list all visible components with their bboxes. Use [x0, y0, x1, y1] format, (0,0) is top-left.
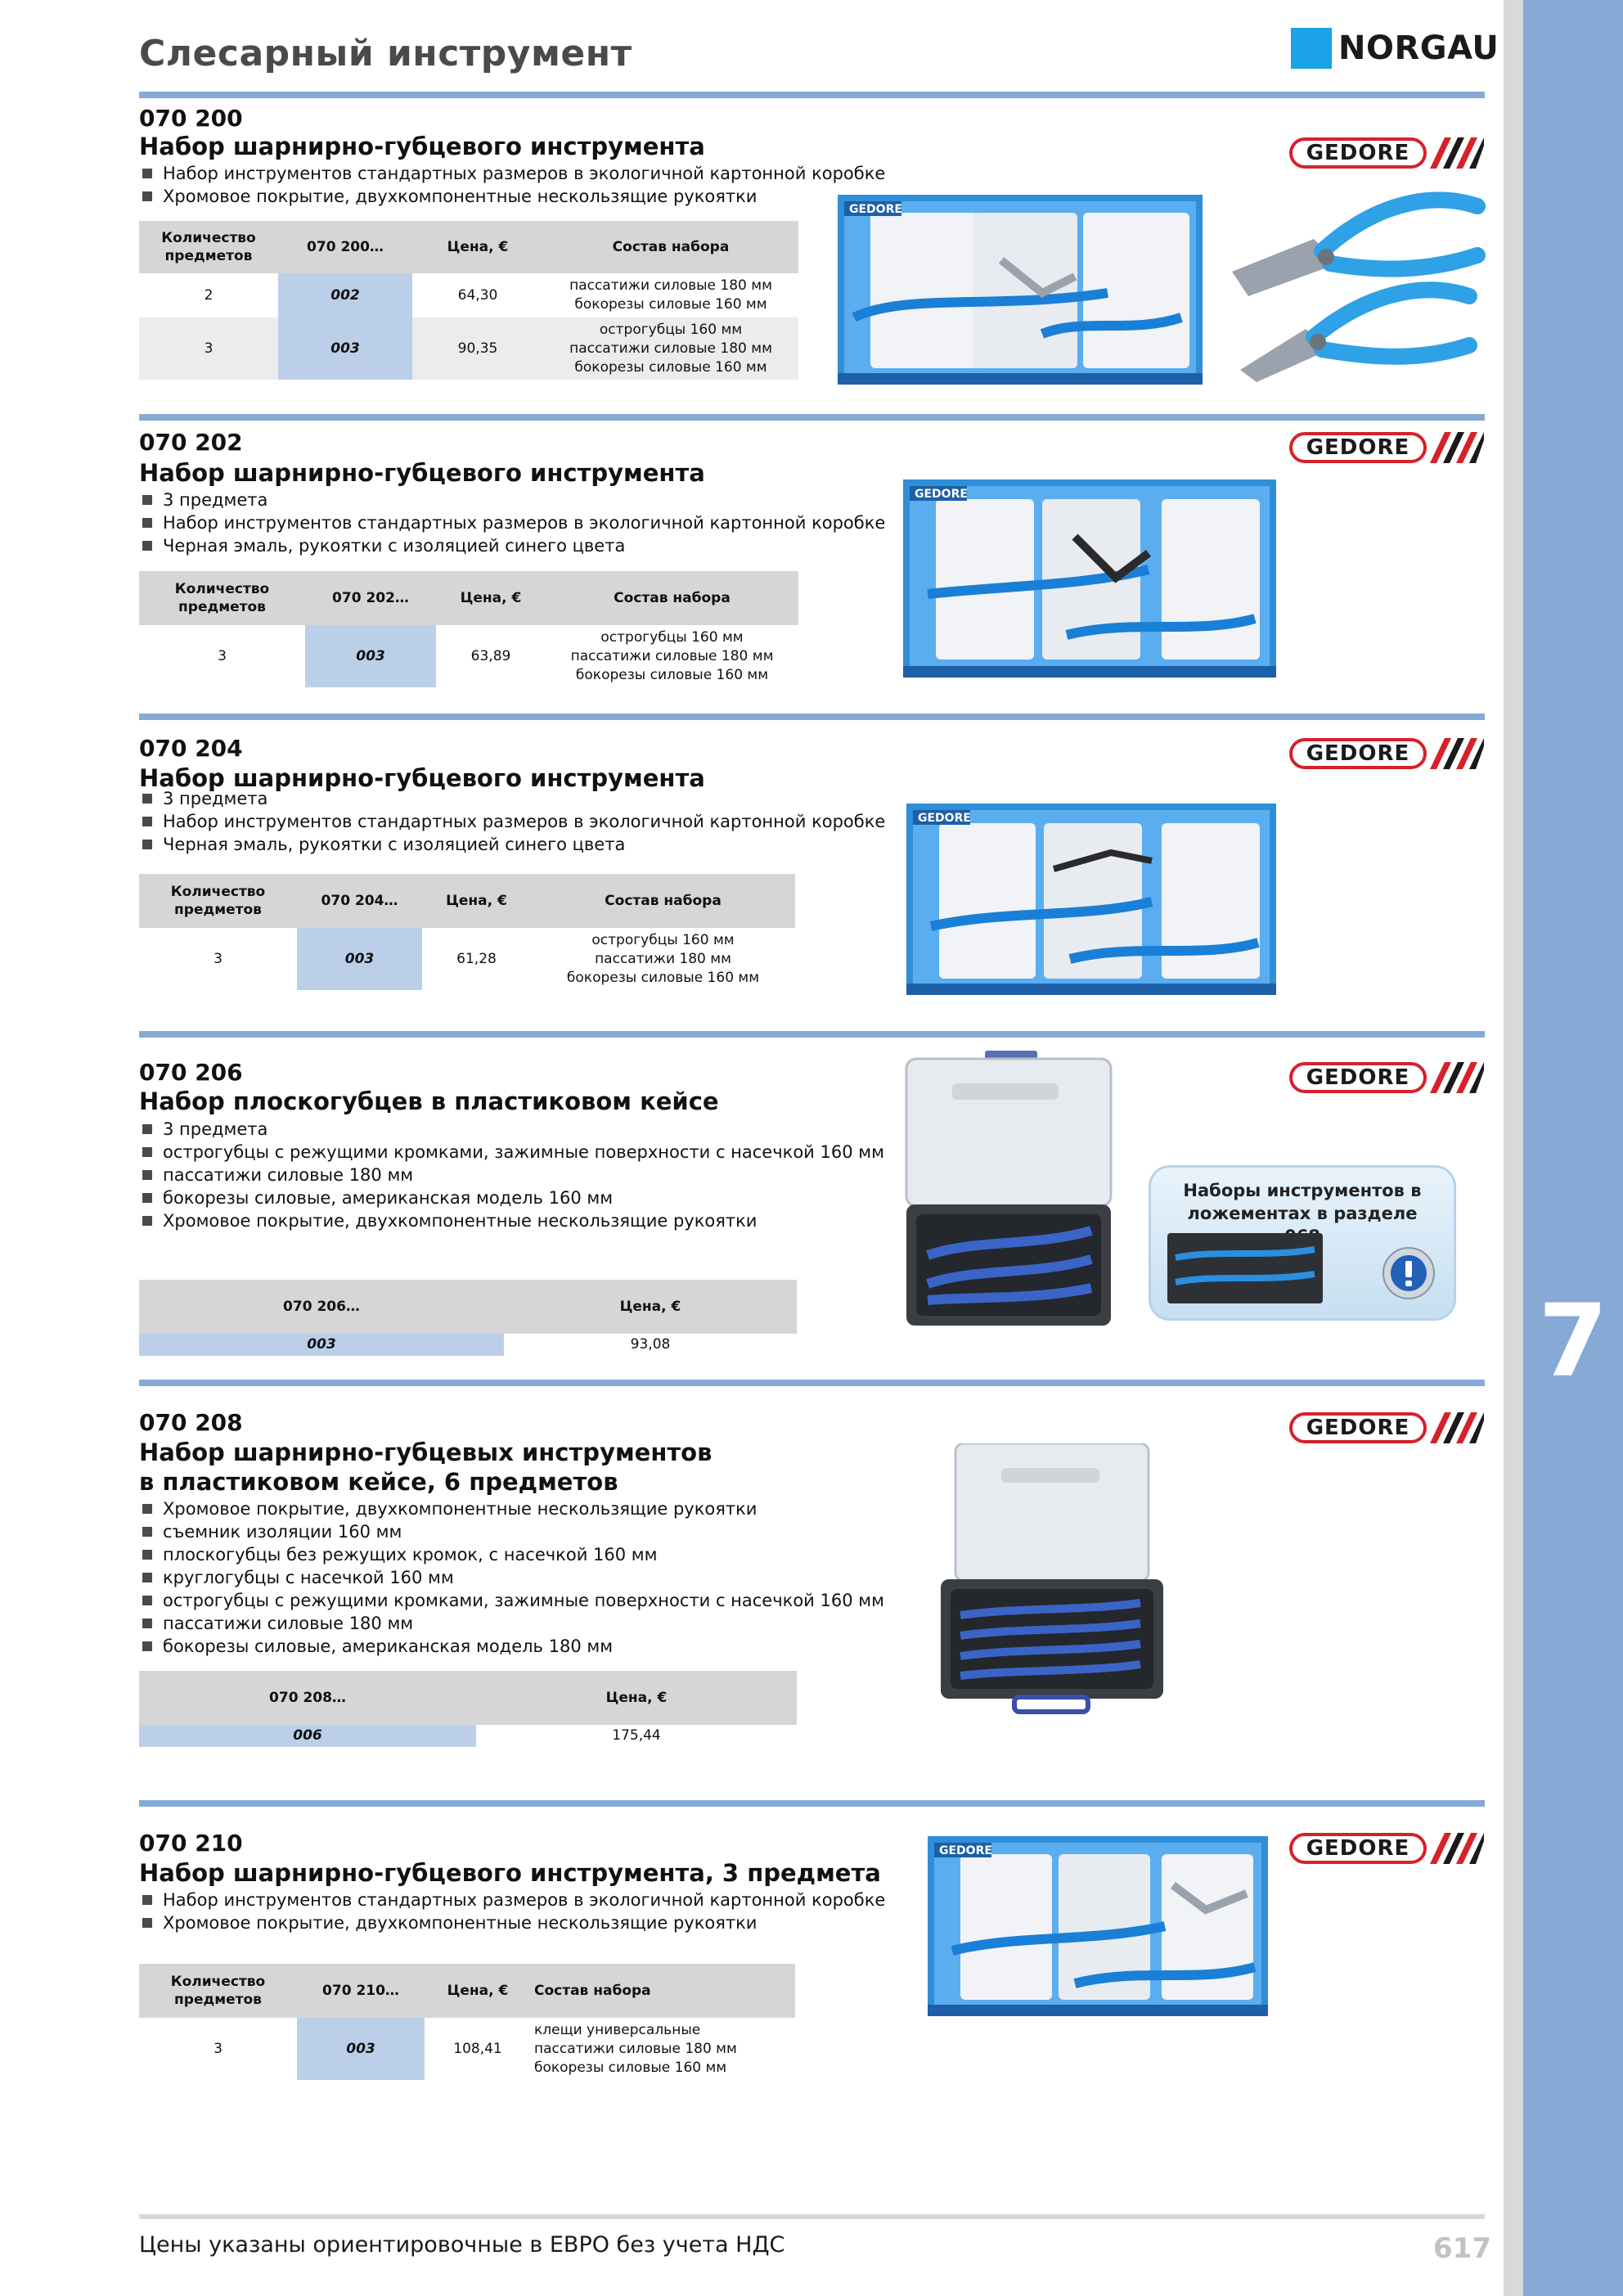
page-number: 617: [1433, 2232, 1491, 2265]
price-cell: 90,35: [412, 317, 543, 380]
page-title: Слесарный инструмент: [139, 33, 632, 74]
info-box: [1149, 1165, 1456, 1321]
feature-list: [141, 1497, 884, 1658]
product-code: 070 200: [139, 105, 243, 132]
contents-cell: [531, 928, 795, 990]
product-title: Набор шарнирно-губцевого инструмента, 3 предмета: [139, 1859, 881, 1887]
contents-cell: [546, 625, 798, 687]
table-row: [139, 625, 798, 687]
contents-cell: [543, 273, 798, 317]
list-item: бокорезы силовые, американская модель 160 мм: [141, 1186, 884, 1209]
article-cell: 003: [139, 1334, 504, 1356]
contents-cell: [531, 2018, 795, 2080]
chapter-number: 7: [1538, 1283, 1608, 1399]
svg-text:GEDORE: GEDORE: [939, 1844, 992, 1857]
gedore-stripes-icon: [1430, 1833, 1484, 1864]
table-row: [139, 1334, 797, 1356]
gedore-logo: [1289, 1833, 1487, 1866]
list-item: острогубцы с режущими кромками, зажимные поверхности с насечкой 160 мм: [141, 1589, 884, 1612]
contents-line: бокорезы силовые 160 мм: [566, 969, 760, 986]
table-row: [139, 2018, 795, 2080]
product-title-line: в пластиковом кейсе, 6 предметов: [139, 1468, 618, 1496]
feature-list: [141, 1118, 884, 1232]
table-row: [139, 928, 795, 990]
contents-line: пассатижи силовые 180 мм: [569, 277, 772, 294]
svg-text:GEDORE: GEDORE: [915, 488, 968, 501]
side-rail-chapter-tab: [1523, 0, 1623, 2296]
list-item: пассатижи силовые 180 мм: [141, 1612, 884, 1635]
list-item: съемник изоляции 160 мм: [141, 1520, 884, 1543]
price-cell: 93,08: [630, 1336, 671, 1353]
column-header: 070 206…: [139, 1280, 504, 1334]
price-table: [139, 221, 798, 380]
section-divider: [139, 1800, 1485, 1807]
product-box-image: [906, 804, 1276, 995]
product-title-line: Набор шарнирно-губцевых инструментов: [139, 1438, 713, 1466]
gedore-logo: [1289, 1062, 1487, 1095]
product-box-image: [928, 1836, 1268, 2016]
price-table: [139, 874, 795, 990]
plastic-case-image: [936, 1443, 1168, 1715]
list-item: Набор инструментов стандартных размеров в экологичной картонной коробке: [141, 511, 885, 534]
price-table: [139, 1671, 797, 1747]
contents-line: бокорезы силовые 160 мм: [575, 666, 769, 683]
price-cell: 61,28: [456, 950, 497, 967]
product-code: 070 202: [139, 429, 243, 456]
column-header: Состав набора: [543, 221, 798, 273]
column-header: Количество предметов: [139, 1964, 297, 2018]
list-item: 3 предмета: [141, 787, 885, 810]
list-item: Набор инструментов стандартных размеров в экологичной картонной коробке: [141, 162, 885, 185]
gedore-logo-text: GEDORE: [1289, 738, 1427, 769]
column-header: 070 204…: [297, 874, 422, 928]
qty-cell: 3: [139, 317, 278, 380]
column-header: Цена, €: [425, 1964, 531, 2018]
product-title: Набор шарнирно-губцевого инструмента: [139, 459, 705, 487]
tool-tray-image: [1167, 1233, 1323, 1303]
contents-line: пассатижи силовые 180 мм: [569, 340, 772, 357]
price-cell: 64,30: [457, 286, 498, 304]
list-item: бокорезы силовые, американская модель 180 мм: [141, 1635, 884, 1658]
product-code: 070 204: [139, 735, 243, 762]
product-code: 070 208: [139, 1409, 243, 1436]
list-item: Черная эмаль, рукоятки с изоляцией синего цвета: [141, 833, 885, 856]
qty-cell: 3: [218, 647, 227, 664]
feature-list: [141, 162, 885, 208]
contents-line: пассатижи силовые 180 мм: [570, 647, 774, 664]
product-box-image: [838, 195, 1203, 385]
footer-divider: [139, 2214, 1485, 2219]
column-header: 070 200…: [278, 221, 412, 273]
gedore-stripes-icon: [1430, 1412, 1484, 1443]
gedore-stripes-icon: [1430, 432, 1484, 463]
contents-line: бокорезы силовые 160 мм: [574, 296, 767, 313]
gedore-logo: [1289, 738, 1487, 771]
gedore-stripes-icon: [1430, 1062, 1484, 1093]
norgau-logo-text: NORGAU: [1338, 29, 1499, 67]
price-table: [139, 1280, 797, 1356]
price-cell: 63,89: [470, 647, 511, 664]
gedore-logo-text: GEDORE: [1289, 137, 1427, 169]
svg-text:GEDORE: GEDORE: [849, 203, 902, 216]
list-item: 3 предмета: [141, 488, 885, 511]
list-item: Набор инструментов стандартных размеров в экологичной картонной коробке: [141, 810, 885, 833]
info-icon: [1382, 1246, 1436, 1300]
info-box-text: Наборы инструментов в ложементах в разделе: [1183, 1181, 1422, 1223]
table-row: [139, 1725, 797, 1747]
list-item: 3 предмета: [141, 1118, 884, 1141]
gedore-logo-text: GEDORE: [1289, 1833, 1427, 1864]
list-item: Набор инструментов стандартных размеров в экологичной картонной коробке: [141, 1889, 885, 1911]
column-header: Количество предметов: [139, 571, 305, 625]
column-header: Количество предметов: [139, 221, 278, 273]
feature-list: [141, 488, 885, 557]
table-row: [139, 317, 798, 380]
gedore-logo-text: GEDORE: [1289, 432, 1427, 463]
column-header: Состав набора: [531, 1964, 795, 2018]
qty-cell: 2: [204, 286, 214, 304]
price-cell: 175,44: [612, 1727, 661, 1744]
article-cell: 006: [139, 1725, 476, 1747]
product-box-image: [903, 479, 1276, 678]
list-item: Хромовое покрытие, двухкомпонентные нескользящие рукоятки: [141, 1911, 885, 1934]
qty-cell: 3: [214, 2040, 223, 2057]
section-divider: [139, 414, 1485, 421]
column-header: 070 210…: [297, 1964, 425, 2018]
section-divider: [139, 1380, 1485, 1386]
article-cell: 002: [278, 273, 412, 317]
gedore-logo: [1289, 137, 1487, 170]
column-header: Состав набора: [531, 874, 795, 928]
product-title: Набор плоскогубцев в пластиковом кейсе: [139, 1087, 719, 1115]
price-table: [139, 1964, 795, 2080]
price-cell: 108,41: [453, 2040, 502, 2057]
column-header: Состав набора: [546, 571, 798, 625]
list-item: Хромовое покрытие, двухкомпонентные нескользящие рукоятки: [141, 185, 885, 208]
article-cell: 003: [278, 317, 412, 380]
contents-line: пассатижи силовые 180 мм: [534, 2040, 737, 2057]
contents-line: острогубцы 160 мм: [599, 321, 743, 338]
column-header: 070 202…: [305, 571, 436, 625]
product-title: Набор шарнирно-губцевого инструмента: [139, 133, 705, 160]
feature-list: [141, 1889, 885, 1934]
contents-line: бокорезы силовые 160 мм: [534, 2059, 727, 2076]
contents-line: острогубцы 160 мм: [591, 931, 735, 948]
contents-cell: [543, 317, 798, 380]
column-header: Цена, €: [422, 874, 531, 928]
gedore-logo: [1289, 432, 1487, 465]
column-header: Цена, €: [476, 1671, 797, 1725]
contents-line: пассатижи 180 мм: [595, 950, 731, 967]
list-item: круглогубцы с насечкой 160 мм: [141, 1566, 884, 1589]
article-cell: 003: [297, 2018, 425, 2080]
footer-note: Цены указаны ориентировочные в ЕВРО без учета НДС: [139, 2232, 785, 2258]
gedore-logo-text: GEDORE: [1289, 1062, 1427, 1093]
column-header: 070 208…: [139, 1671, 476, 1725]
qty-cell: 3: [214, 950, 223, 967]
column-header: Цена, €: [436, 571, 546, 625]
contents-line: бокорезы силовые 160 мм: [574, 358, 767, 376]
section-divider: [139, 92, 1485, 98]
gedore-logo: [1289, 1412, 1487, 1445]
column-header: Количество предметов: [139, 874, 297, 928]
list-item: плоскогубцы без режущих кромок, с насечкой 160 мм: [141, 1543, 884, 1566]
side-rail-grey: [1504, 0, 1523, 2296]
list-item: Черная эмаль, рукоятки с изоляцией синего цвета: [141, 534, 885, 557]
list-item: пассатижи силовые 180 мм: [141, 1164, 884, 1186]
contents-line: клещи универсальные: [534, 2021, 701, 2038]
gedore-logo-text: GEDORE: [1289, 1412, 1427, 1443]
list-item: острогубцы с режущими кромками, зажимные поверхности с насечкой 160 мм: [141, 1141, 884, 1164]
article-cell: 003: [305, 625, 436, 687]
plastic-case-image: [903, 1051, 1114, 1337]
svg-text:GEDORE: GEDORE: [918, 812, 971, 825]
price-table: [139, 571, 798, 687]
table-row: [139, 273, 798, 317]
feature-list: [141, 787, 885, 856]
list-item: Хромовое покрытие, двухкомпонентные нескользящие рукоятки: [141, 1497, 884, 1520]
column-header: Цена, €: [412, 221, 543, 273]
product-code: 070 210: [139, 1830, 243, 1857]
list-item: Хромовое покрытие, двухкомпонентные нескользящие рукоятки: [141, 1209, 884, 1232]
gedore-stripes-icon: [1430, 738, 1484, 769]
contents-line: острогубцы 160 мм: [600, 628, 744, 646]
article-cell: 003: [297, 928, 422, 990]
product-code: 070 206: [139, 1059, 243, 1086]
product-title: Набор шарнирно-губцевого инструмента: [139, 764, 705, 792]
column-header: Цена, €: [504, 1280, 797, 1334]
section-divider: [139, 1031, 1485, 1038]
gedore-stripes-icon: [1430, 137, 1484, 169]
section-divider: [139, 714, 1485, 720]
pliers-image: [1216, 173, 1486, 388]
norgau-logo-square: [1291, 28, 1332, 69]
